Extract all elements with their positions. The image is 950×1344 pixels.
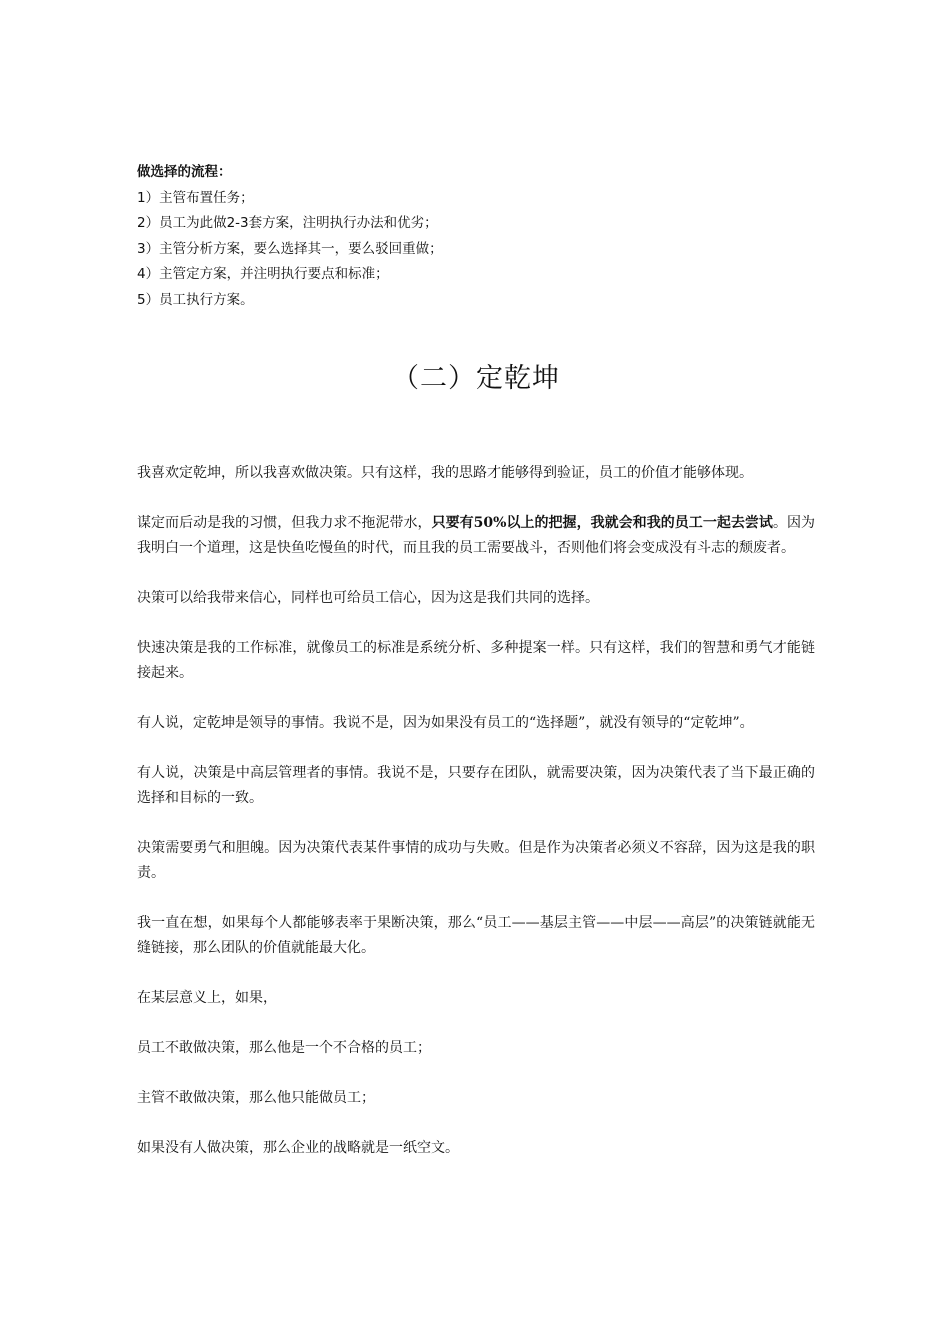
section-heading: （二）定乾坤 [392, 363, 560, 394]
flow-step-text: ）员工执行方案。 [145, 291, 254, 308]
paragraph-text: 。因为我明白一个道理，这是快鱼吃慢鱼的时代，而且我的员工需要战斗，否则他们将会变成没有斗志的颓废者。 [137, 515, 816, 556]
flow-step-text: ）员工为此做 [145, 215, 227, 231]
paragraph: 有人说，决策是中高层管理者的事情。我说不是，只要存在团队，就需要决策，因为决策代表了当下最正确的选择和目标的一致。 [137, 765, 815, 806]
flow-step-3 [137, 237, 815, 263]
paragraph: 有人说，定乾坤是领导的事情。我说不是，因为如果没有员工的“选择题”，就没有领导的“定乾坤”。 [137, 715, 754, 731]
flow-step-number: 1 [137, 189, 146, 206]
paragraph: 我一直在想，如果每个人都能够表率于果断决策，那么“员工——基层主管——中层——高层”的决策链就能无缝链接，那么团队的价值就能最大化。 [137, 915, 815, 956]
document-content [137, 160, 815, 1186]
flow-step-1 [137, 186, 815, 212]
flow-step-number: 4 [137, 266, 146, 282]
body-paragraphs [137, 461, 815, 1161]
paragraph: 快速决策是我的工作标准，就像员工的标准是系统分析、多种提案一样。只有这样，我们的智慧和勇气才能链接起来。 [137, 640, 815, 681]
paragraph: 决策需要勇气和胆魄。因为决策代表某件事情的成功与失败。但是作为决策者必须义不容辞，因为这是我的职责。 [137, 840, 815, 881]
paragraph: 员工不敢做决策，那么他是一个不合格的员工； [137, 1040, 431, 1056]
paragraph: 我喜欢定乾坤，所以我喜欢做决策。只有这样，我的思路才能够得到验证，员工的价值才能够体现。 [137, 465, 753, 481]
paragraph-with-emphasis [137, 511, 815, 561]
paragraph: 如果没有人做决策，那么企业的战略就是一纸空文。 [137, 1140, 459, 1156]
flow-step-text: ）主管定方案，并注明执行要点和标准； [145, 266, 389, 282]
flow-step-text: ）主管分析方案，要么选择其一，要么驳回重做； [145, 240, 443, 257]
paragraph: 决策可以给我带来信心，同样也可给员工信心，因为这是我们共同的选择。 [137, 590, 599, 606]
emphasized-text: 只要有50%以上的把握，我就会和我的员工一起去尝试 [431, 515, 773, 531]
flow-step-2 [137, 211, 815, 237]
flow-steps-list [137, 186, 815, 314]
flow-step-number: 3 [137, 240, 146, 257]
paragraph: 主管不敢做决策，那么他只能做员工； [137, 1090, 375, 1106]
flow-step-text: 套方案，注明执行办法和优劣； [248, 215, 438, 231]
flow-step-number: 5 [137, 291, 146, 308]
paragraph: 在某层意义上，如果， [137, 990, 277, 1006]
paragraph-text: 谋定而后动是我的习惯，但我力求不拖泥带水， [137, 515, 432, 531]
flow-step-range: 2-3 [226, 215, 249, 231]
flow-step-text: ）主管布置任务； [145, 189, 254, 206]
flow-title: 做选择的流程： [137, 164, 232, 180]
flow-step-number: 2 [137, 215, 146, 231]
flow-step-5 [137, 288, 815, 314]
flow-step-4 [137, 262, 815, 288]
